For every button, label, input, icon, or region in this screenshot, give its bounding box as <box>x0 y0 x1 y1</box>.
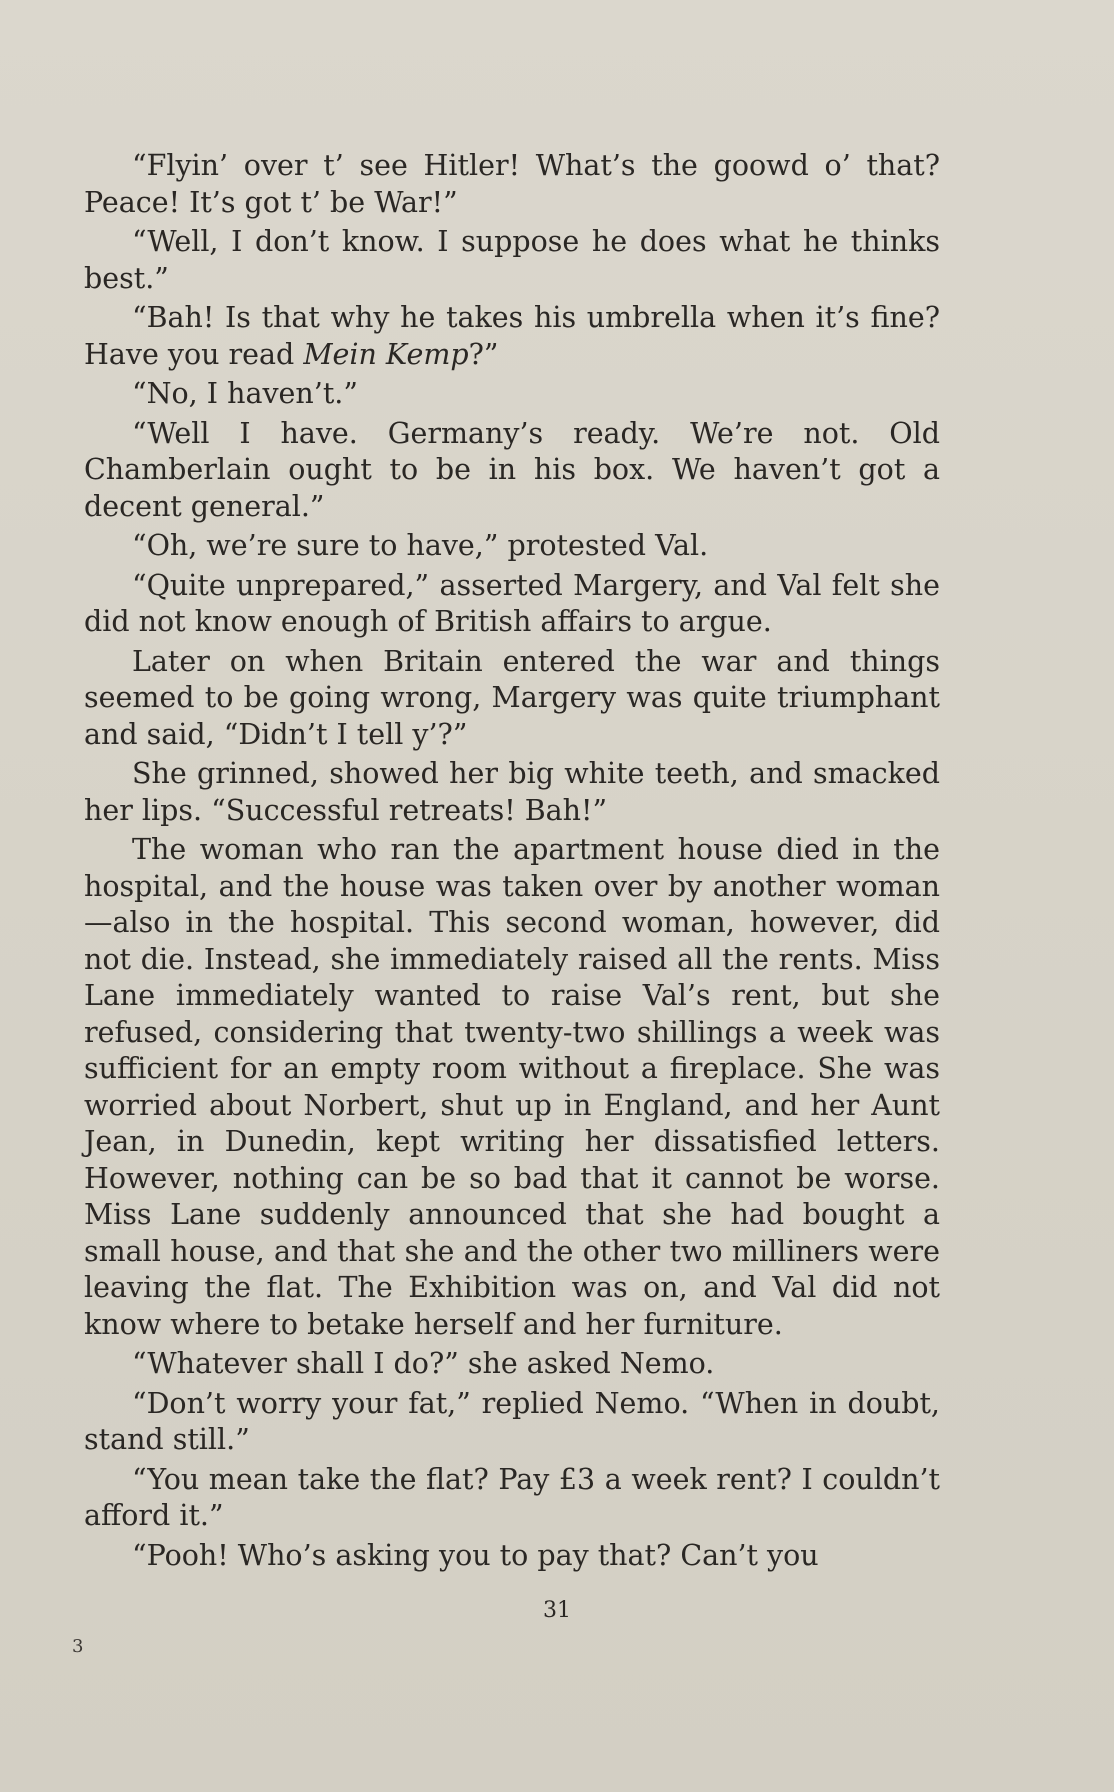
paragraph-8: Later on when Britain entered the war and things seemed to be going wrong, Margery was quite triumphant and said, “Didn’t I tell y’?” <box>84 644 940 751</box>
paragraph-6: “Oh, we’re sure to have,” protested Val. <box>132 529 709 562</box>
paragraph-3: “Bah! Is that why he takes his umbrella when it’s fine? Have you read Mein Kemp?” <box>84 301 940 371</box>
paragraph-4: “No, I haven’t.” <box>132 377 358 410</box>
paragraph-12: “Don’t worry your fat,” replied Nemo. “When in doubt, stand still.” <box>84 1386 940 1456</box>
paragraph-5: “Well I have. Germany’s ready. We’re not. Old Chamberlain ought to be in his box. We haven’t got a decent general.” <box>84 416 940 523</box>
paragraph-9: She grinned, showed her big white teeth, and smacked her lips. “Successful retreats! Bah!” <box>84 757 940 827</box>
paragraph-10: The woman who ran the apartment house died in the hospital, and the house was taken over by another woman —also in the hospital. This second woman, however, did not die. Instead, she immediately raised all the rents. Miss Lane immediately wanted to raise Val’s rent, but she refused, considering that twenty-two shillings a week was sufficient for an empty room without a fireplace. She was worried about Norbert, shut up in England, and her Aunt Jean, in Dunedin, kept writing her dissatisfied letters. However, nothing can be so bad that it cannot be worse. Miss Lane suddenly announced that she had bought a small house, and that she and the other two milliners were leaving the flat. The Exhibition was on, and Val did not know where to betake herself and her furniture. <box>84 833 940 1341</box>
body-text <box>84 148 940 1577</box>
paragraph-1: “Flyin’ over t’ see Hitler! What’s the goowd o’ that? Peace! It’s got t’ be War!” <box>84 149 940 219</box>
paragraph-2: “Well, I don’t know. I suppose he does what he thinks best.” <box>84 225 940 295</box>
paragraph-14: “Pooh! Who’s asking you to pay that? Can’t you <box>132 1538 819 1572</box>
paragraph-13: “You mean take the flat? Pay £3 a week rent? I couldn’t afford it.” <box>84 1462 940 1532</box>
paragraph-11: “Whatever shall I do?” she asked Nemo. <box>132 1347 715 1380</box>
signature-mark: 3 <box>72 1636 84 1657</box>
book-title-italic: Mein Kemp <box>303 337 469 371</box>
page-number: 31 <box>543 1598 571 1623</box>
paragraph-7: “Quite unprepared,” asserted Margery, and Val felt she did not know enough of British affairs to argue. <box>84 568 940 638</box>
